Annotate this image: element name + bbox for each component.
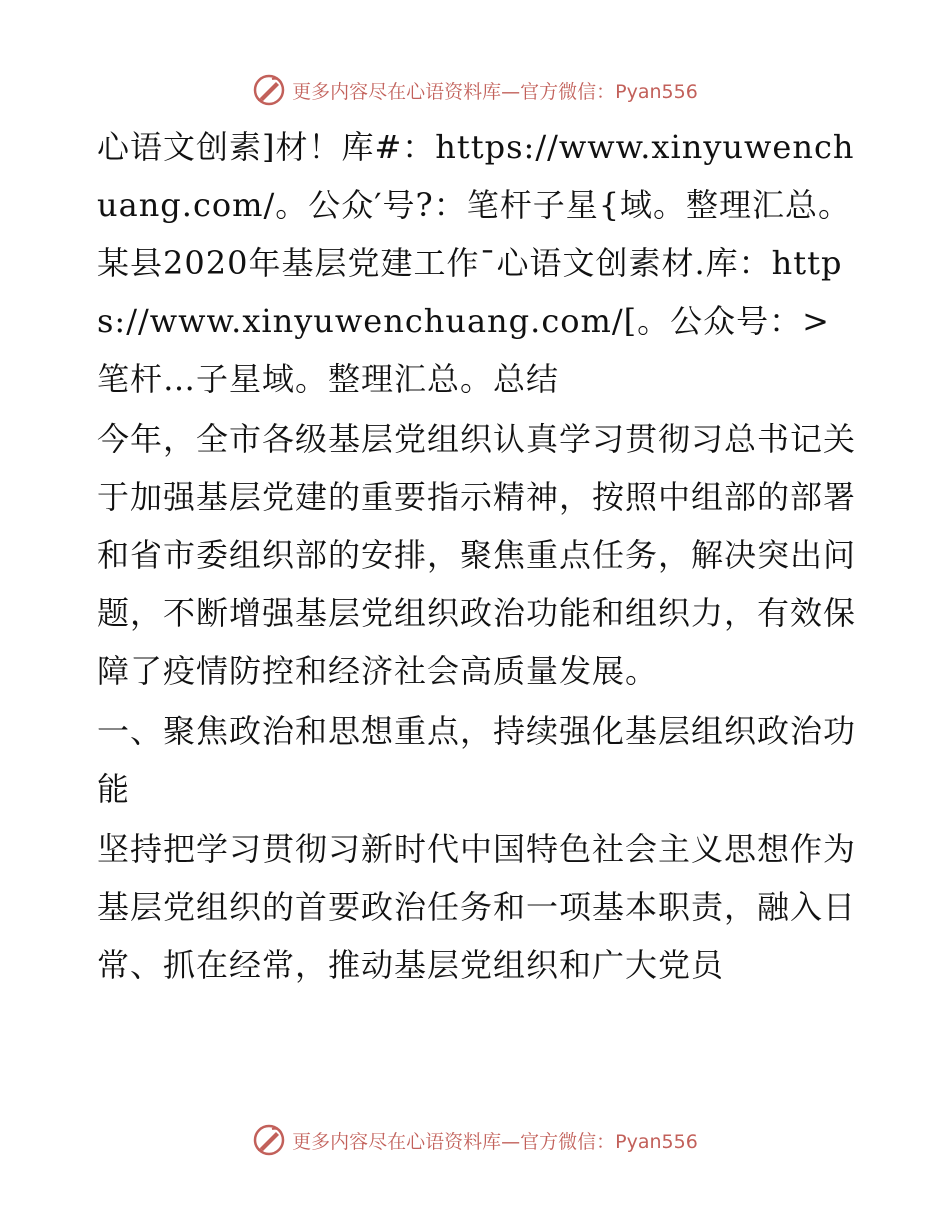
pen-logo-icon	[252, 1123, 286, 1157]
header-banner-text: 更多内容尽在心语资料库—官方微信：Pyan556	[292, 80, 698, 103]
section-paragraph: 坚持把学习贯彻习新时代中国特色社会主义思想作为基层党组织的首要政治任务和一项基本职责，融入日常、抓在经常，推动基层党组织和广大党员	[97, 830, 857, 984]
document-body	[97, 118, 857, 994]
section-heading: 一、聚焦政治和思想重点，持续强化基层组织政治功能	[97, 712, 857, 808]
pen-logo-icon	[252, 73, 286, 107]
intro-paragraph: 心语文创素]材！库#：https://www.xinyuwenchuang.com/。公众′号?：笔杆子星{域。整理汇总。某县2020年基层党建工作¯心语文创素材.库：https://www.xinyuwenchuang.com/[。公众号：>笔杆…子星域。整理汇总。总结	[97, 128, 855, 398]
footer-banner	[0, 1120, 950, 1160]
footer-banner-text: 更多内容尽在心语资料库—官方微信：Pyan556	[292, 1130, 698, 1153]
header-banner	[0, 70, 950, 110]
summary-paragraph: 今年，全市各级基层党组织认真学习贯彻习总书记关于加强基层党建的重要指示精神，按照中组部的部署和省市委组织部的安排，聚焦重点任务，解决突出问题，不断增强基层党组织政治功能和组织力，有效保障了疫情防控和经济社会高质量发展。	[97, 420, 857, 690]
